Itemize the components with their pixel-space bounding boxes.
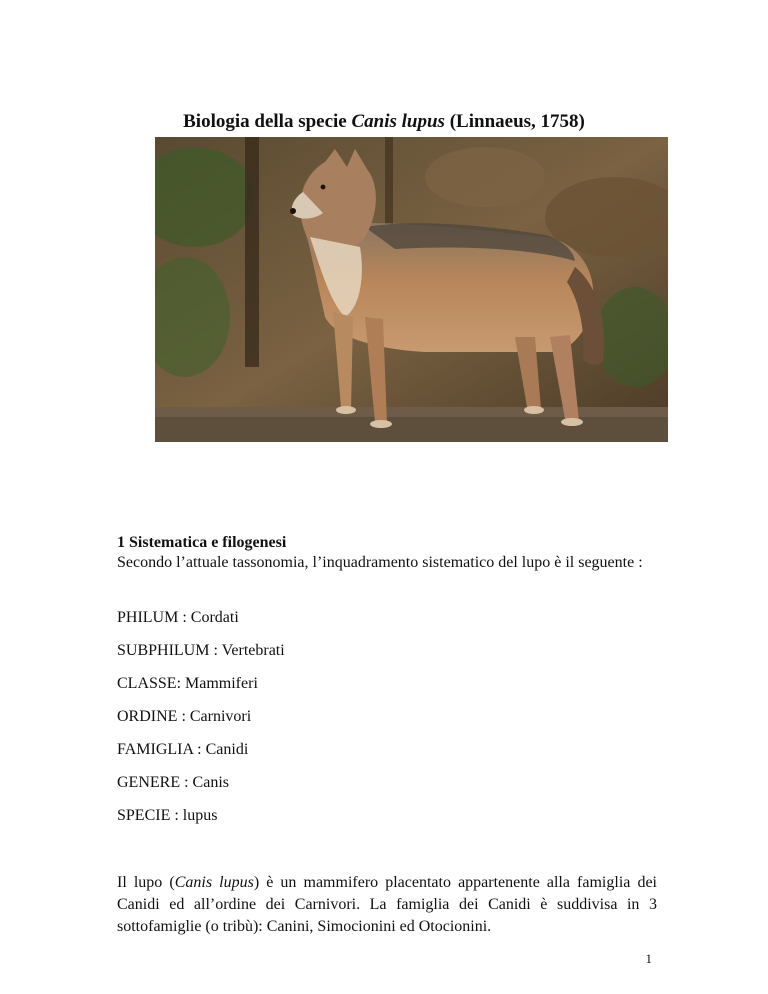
taxonomy-subphylum: SUBPHILUM : Vertebrati bbox=[117, 642, 285, 659]
body-paragraph bbox=[117, 872, 657, 938]
title-prefix: Biologia della specie bbox=[183, 111, 352, 132]
document-title bbox=[0, 111, 768, 133]
paragraph-species: Canis lupus bbox=[174, 874, 254, 891]
title-suffix: (Linnaeus, 1758) bbox=[444, 111, 585, 132]
paragraph-part-1: Il lupo ( bbox=[117, 874, 175, 891]
taxonomy-class: CLASSE: Mammiferi bbox=[117, 675, 258, 692]
section-intro: Secondo l’attuale tassonomia, l’inquadramento sistematico del lupo è il seguente : bbox=[117, 554, 643, 571]
paragraph-part-2: ) è un mammifero placentato appartenente alla famiglia dei Canidi ed all’ordine dei Carnivori. La famiglia dei Canidi è suddivisa in 3 sottofamiglie (o tribù): Canini, Simocionini ed Otocionini. bbox=[117, 874, 658, 935]
title-species: Canis lupus bbox=[351, 111, 445, 132]
section-systematics bbox=[117, 533, 657, 573]
taxonomy-family: FAMIGLIA : Canidi bbox=[117, 741, 249, 758]
taxonomy-order: ORDINE : Carnivori bbox=[117, 708, 252, 725]
page-number: 1 bbox=[645, 951, 652, 966]
taxonomy-phylum: PHILUM : Cordati bbox=[117, 609, 239, 626]
section-heading: 1 Sistematica e filogenesi bbox=[117, 534, 287, 551]
taxonomy-species: SPECIE : lupus bbox=[117, 807, 218, 824]
taxonomy-genus: GENERE : Canis bbox=[117, 774, 229, 791]
wolf-photo bbox=[155, 137, 668, 442]
